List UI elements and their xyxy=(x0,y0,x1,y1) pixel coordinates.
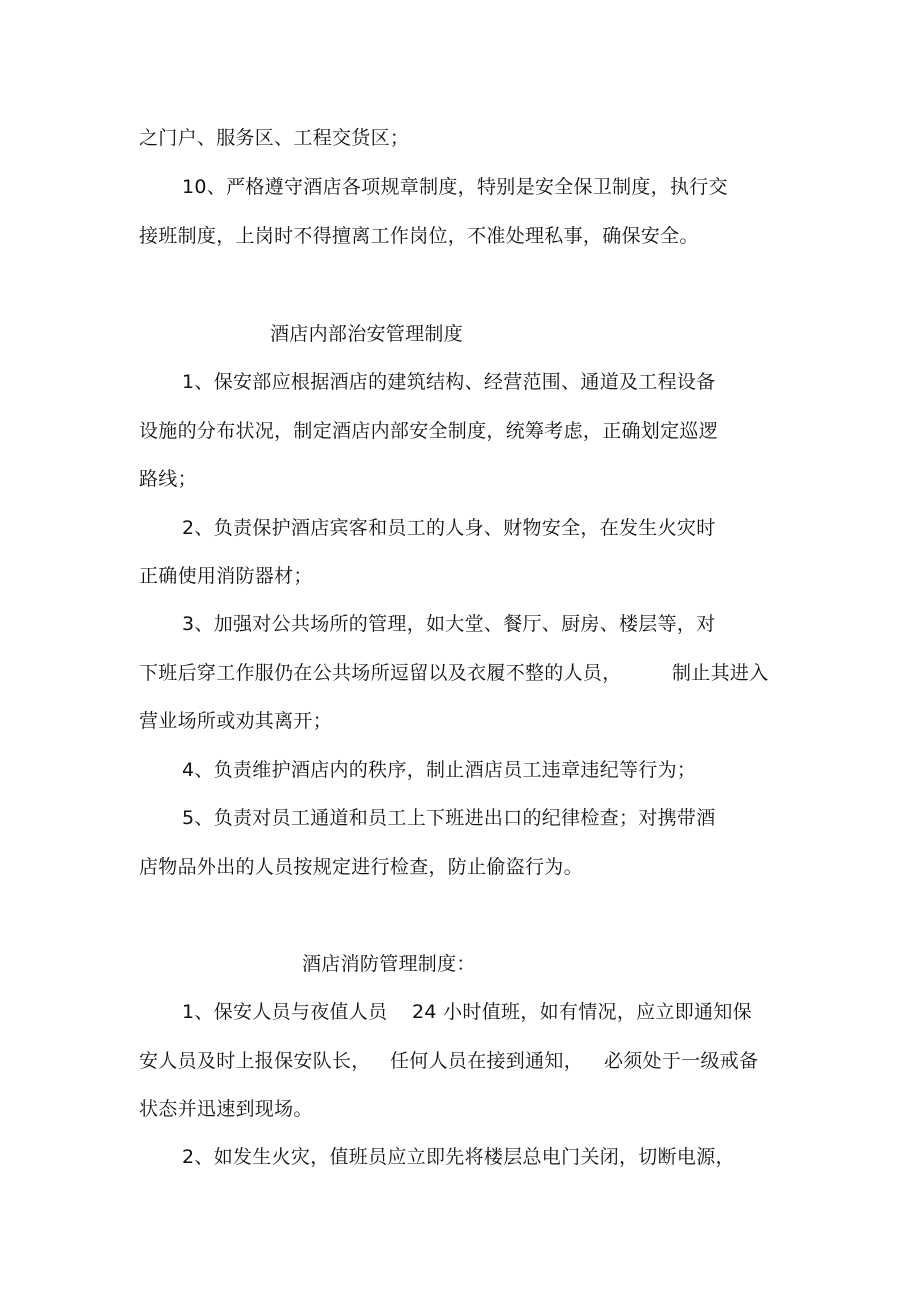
item-10-line: 接班制度，上岗时不得擅离工作岗位，不准处理私事，确保安全。 xyxy=(139,225,699,247)
fire-item-1-line: 24 小时值班，如有情况，应立即通知保 xyxy=(412,1001,752,1023)
security-item-3-line: 制止其进入 xyxy=(672,662,769,684)
fire-item-1-line: 任何人员在接到通知， xyxy=(390,1050,584,1072)
section-title-security: 酒店内部治安管理制度 xyxy=(270,323,464,345)
security-item-3-line: 下班后穿工作服仍在公共场所逗留以及衣履不整的人员， xyxy=(139,662,622,684)
fire-item-1-line: 状态并迅速到现场。 xyxy=(139,1098,313,1120)
security-item-1-line: 1、保安部应根据酒店的建筑结构、经营范围、通道及工程设备 xyxy=(182,371,716,393)
security-item-1-line: 设施的分布状况，制定酒店内部安全制度，统筹考虑，正确划定巡逻 xyxy=(139,420,719,442)
item-10-line: 10、严格遵守酒店各项规章制度，特别是安全保卫制度，执行交 xyxy=(182,176,728,198)
security-item-2-line: 2、负责保护酒店宾客和员工的人身、财物安全，在发生火灾时 xyxy=(182,517,716,539)
security-item-3-line: 营业场所或劝其离开； xyxy=(139,710,333,732)
fire-item-2-line: 2、如发生火灾，值班员应立即先将楼层总电门关闭，切断电源， xyxy=(182,1146,735,1168)
security-item-1-line: 路线； xyxy=(139,468,197,490)
fire-item-1-line: 安人员及时上报保安队长， xyxy=(139,1050,371,1072)
section-title-fire: 酒店消防管理制度： xyxy=(302,953,476,975)
security-item-5-line: 店物品外出的人员按规定进行检查，防止偷盗行为。 xyxy=(139,856,583,878)
security-item-4-line: 4、负责维护酒店内的秩序，制止酒店员工违章违纪等行为； xyxy=(182,759,697,781)
security-item-5-line: 5、负责对员工通道和员工上下班进出口的纪律检查；对携带酒 xyxy=(182,807,716,829)
fire-item-1-line: 必须处于一级戒备 xyxy=(604,1050,759,1072)
security-item-3-line: 3、加强对公共场所的管理，如大堂、餐厅、厨房、楼层等，对 xyxy=(182,613,716,635)
security-item-2-line: 正确使用消防器材； xyxy=(139,565,313,587)
fire-item-1-line: 1、保安人员与夜值人员 xyxy=(182,1001,388,1023)
continuation-line: 之门户、服务区、工程交货区； xyxy=(139,127,410,149)
